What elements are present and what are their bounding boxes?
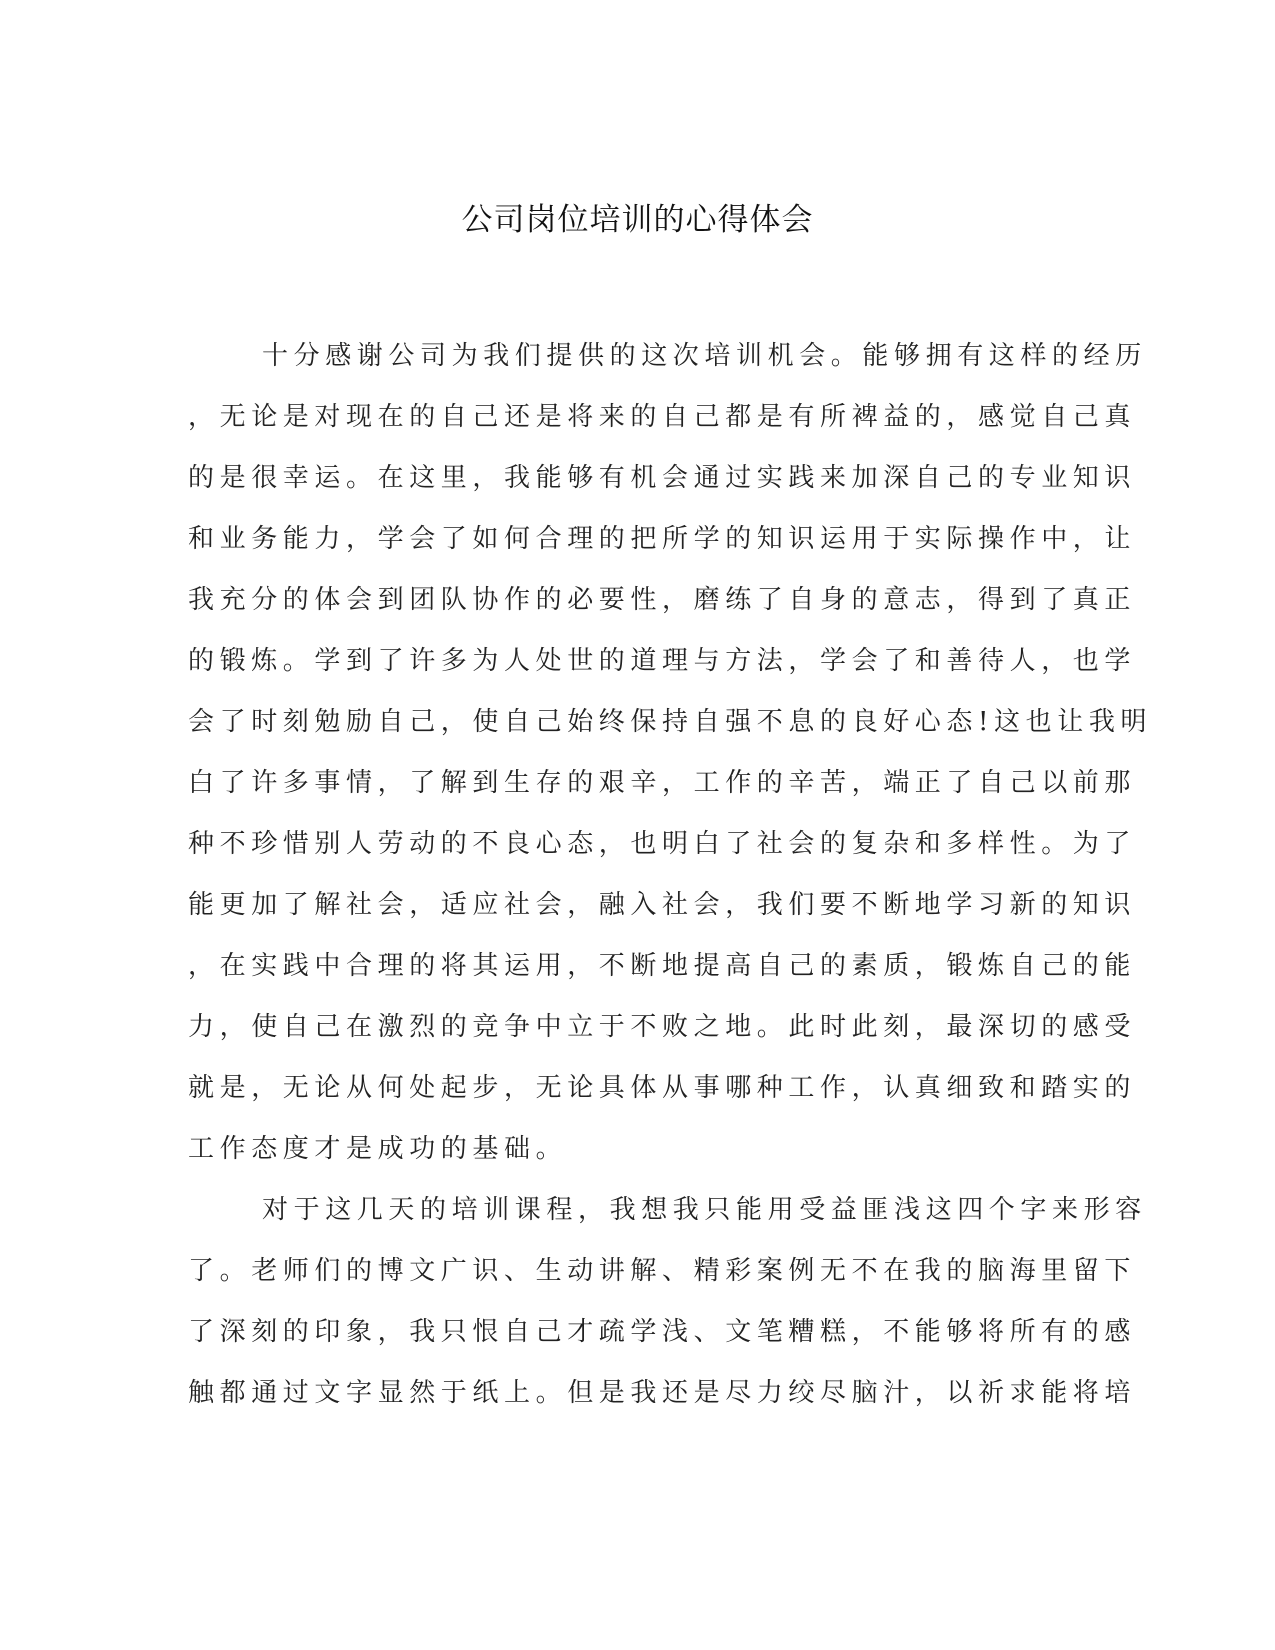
text-line: 能更加了解社会，适应社会，融入社会，我们要不断地学习新的知识 — [188, 890, 1137, 920]
text-line: 的锻炼。学到了许多为人处世的道理与方法，学会了和善待人，也学 — [188, 646, 1137, 676]
text-line: ，无论是对现在的自己还是将来的自己都是有所裨益的，感觉自己真 — [188, 402, 1137, 432]
text-line: 工作态度才是成功的基础。 — [188, 1134, 568, 1164]
text-line: 力，使自己在激烈的竞争中立于不败之地。此时此刻，最深切的感受 — [188, 1012, 1137, 1042]
document-title: 公司岗位培训的心得体会 — [461, 202, 814, 238]
text-line: 对于这几天的培训课程，我想我只能用受益匪浅这四个字来形容 — [262, 1195, 1147, 1225]
text-line: 白了许多事情，了解到生存的艰辛，工作的辛苦，端正了自己以前那 — [188, 768, 1137, 798]
text-line: 我充分的体会到团队协作的必要性，磨练了自身的意志，得到了真正 — [188, 585, 1137, 615]
text-line: 的是很幸运。在这里，我能够有机会通过实践来加深自己的专业知识 — [188, 463, 1137, 493]
text-line: 就是，无论从何处起步，无论具体从事哪种工作，认真细致和踏实的 — [188, 1073, 1137, 1103]
text-line: 和业务能力，学会了如何合理的把所学的知识运用于实际操作中，让 — [188, 524, 1137, 554]
text-line: 十分感谢公司为我们提供的这次培训机会。能够拥有这样的经历 — [262, 341, 1147, 371]
text-line: 了。老师们的博文广识、生动讲解、精彩案例无不在我的脑海里留下 — [188, 1256, 1137, 1286]
text-line: 种不珍惜别人劳动的不良心态，也明白了社会的复杂和多样性。为了 — [188, 829, 1137, 859]
document-body — [188, 326, 1153, 1424]
text-line: 了深刻的印象，我只恨自己才疏学浅、文笔糟糕，不能够将所有的感 — [188, 1317, 1137, 1347]
paragraph-1 — [188, 326, 1153, 1180]
paragraph-2 — [188, 1180, 1147, 1424]
text-line: ，在实践中合理的将其运用，不断地提高自己的素质，锻炼自己的能 — [188, 951, 1137, 981]
text-line: 触都通过文字显然于纸上。但是我还是尽力绞尽脑汁，以祈求能将培 — [188, 1378, 1137, 1408]
text-line: 会了时刻勉励自己，使自己始终保持自强不息的良好心态!这也让我明 — [188, 707, 1153, 737]
